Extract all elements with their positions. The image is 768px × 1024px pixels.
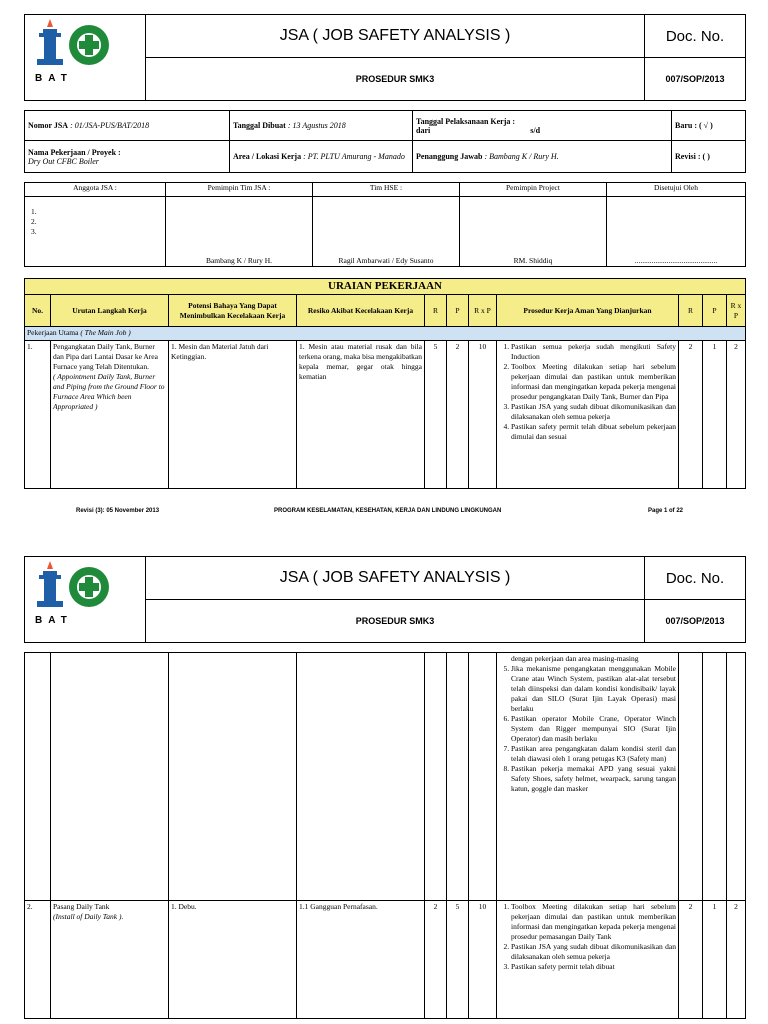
row2-resiko: 1.1 Gangguan Pernafasan.	[297, 901, 425, 1019]
penanggung-label: Penanggung Jawab	[416, 152, 483, 161]
row2-r: 2	[425, 901, 447, 1019]
row2-urutan: Pasang Daily Tank	[53, 902, 110, 911]
row1-prosedur-1: 1. Pastikan semua pekerja sudah mengikuti Safety Induction	[511, 342, 676, 362]
col-rxp: R x P	[469, 295, 497, 327]
tim-hse-value: Ragil Ambarwati / Edy Susanto	[313, 197, 460, 267]
gear-cross-icon	[69, 25, 109, 65]
row2-p2: 1	[703, 901, 727, 1019]
doc-no-label: Doc. No.	[645, 557, 746, 600]
row1-rxp2: 2	[727, 341, 746, 489]
table-row	[25, 341, 746, 489]
row2-p: 5	[447, 901, 469, 1019]
doc-header-1	[24, 14, 746, 101]
disetujui-value: ............................................	[607, 197, 746, 267]
row2-prosedur-3: 3. Pastikan safety permit telah dibuat	[511, 962, 676, 972]
row2-rxp: 10	[469, 901, 497, 1019]
nomor-label: Nomor JSA	[28, 121, 69, 130]
pemimpin-tim-header: Pemimpin Tim JSA :	[166, 183, 313, 197]
row1-prosedur-8: 8. Pastikan pekerja memakai APD yang sesuai yakni Safety Shoes, safety helmet, wearpack, sarung tangan katun, goggle dan masker	[511, 764, 676, 794]
baru-label: Baru	[675, 121, 693, 130]
row1-cont-0: dengan pekerjaan dan area masing-masing	[511, 654, 639, 663]
row2-no: 2.	[25, 901, 51, 1019]
table-row	[25, 901, 746, 1019]
uraian-table-1	[24, 278, 746, 489]
col-p2: P	[703, 295, 727, 327]
row1-rxp: 10	[469, 341, 497, 489]
col-rxp2: R x P	[727, 295, 746, 327]
doc-title: JSA ( JOB SAFETY ANALYSIS )	[146, 15, 645, 58]
row2-potensi: 1. Debu.	[169, 901, 297, 1019]
doc-no-label: Doc. No.	[645, 15, 746, 58]
nama-label: Nama Pekerjaan / Proyek :	[28, 147, 121, 157]
doc-header-2	[24, 556, 746, 643]
nomor-value: : 01/JSA-PUS/BAT/2018	[70, 121, 150, 130]
member-1: 1.	[31, 207, 37, 216]
row1-prosedur-2: 2. Toolbox Meeting dilakukan setiap hari sebelum pekerjaan dimulai dan pastikan untuk memberikan informasi dan mengingatkan kepada pekerja mengenai prosedur pengangkatan Daily Tank, Burner dan Pipa	[511, 362, 676, 402]
col-no: No.	[25, 295, 51, 327]
row2-prosedur-2: 2. Pastikan JSA yang sudah dibuat dikomunikasikan dan dilaksanakan oleh semua pekerja	[511, 942, 676, 962]
table-row	[25, 653, 746, 901]
bat-tower-icon	[37, 561, 63, 607]
col-urutan: Urutan Langkah Kerja	[51, 295, 169, 327]
tim-hse-header: Tim HSE :	[313, 183, 460, 197]
uraian-table-2	[24, 652, 746, 1019]
area-label: Area / Lokasi Kerja	[233, 152, 302, 161]
row1-potensi: 1. Mesin dan Material Jatuh dari Ketinggian.	[169, 341, 297, 489]
nama-value: Dry Out CFBC Boiler	[28, 156, 99, 166]
member-2: 2.	[31, 217, 37, 226]
col-r2: R	[679, 295, 703, 327]
gear-cross-icon	[69, 567, 109, 607]
col-prosedur: Prosedur Kerja Aman Yang Dianjurkan	[497, 295, 679, 327]
pemimpin-project-header: Pemimpin Project	[460, 183, 607, 197]
bat-tower-icon	[37, 19, 63, 65]
revisi-label: Revisi	[675, 152, 696, 161]
company-logo	[25, 557, 146, 643]
row1-urutan-en: ( Appointment Daily Tank, Burner and Piping from the Ground Floor to Furnace Area Which been Appropriated )	[53, 372, 165, 411]
row1-prosedur-3: 3. Pastikan JSA yang sudah dibuat dikomunikasikan dan dilaksanakan oleh semua pekerja	[511, 402, 676, 422]
col-potensi: Potensi Bahaya Yang Dapat Menimbulkan Kecelakaan Kerja	[169, 295, 297, 327]
row1-resiko: 1. Mesin atau material rusak dan bila terkena orang, maka bisa mengakibatkan kepala memar, gegar otak hingga kematian	[297, 341, 425, 489]
main-job-row	[25, 327, 746, 341]
row1-prosedur-7: 7. Pastikan area pengangkatan dalam kondisi steril dan telah diawasi oleh 1 orang petugas K3 (Safety man)	[511, 744, 676, 764]
row1-prosedur-6: 6. Pastikan operator Mobile Crane, Operator Winch System dan Rigger mempunyai SIO (Surat Ijin Operator) dan masih berlaku	[511, 714, 676, 744]
tanggal-pelaksanaan-label: Tanggal Pelaksanaan Kerja :	[416, 116, 516, 126]
company-logo	[25, 15, 146, 101]
anggota-header: Anggota JSA :	[25, 183, 166, 197]
row1-no: 1.	[25, 341, 51, 489]
footer-revisi: Revisi (3): 05 November 2013	[76, 508, 160, 514]
col-r: R	[425, 295, 447, 327]
main-job-label: Pekerjaan Utama	[27, 328, 79, 337]
row2-prosedur-1: 1. Toolbox Meeting dilakukan setiap hari sebelum pekerjaan dimulai dan pastikan untuk memberikan informasi dan mengingatkan kepada pekerja mengenai prosedur pemasangan Daily Tank	[511, 902, 676, 942]
main-job-en: ( The Main Job )	[80, 328, 131, 337]
row2-prosedur	[497, 901, 679, 1019]
col-p: P	[447, 295, 469, 327]
pemimpin-project-value: RM. Shiddiq	[460, 197, 607, 267]
row1-r2: 2	[679, 341, 703, 489]
sd-label: s/d	[530, 125, 541, 135]
penanggung-value: : Bambang K / Rury H.	[484, 152, 559, 161]
row2-r2: 2	[679, 901, 703, 1019]
member-3: 3.	[31, 227, 37, 236]
tanggal-dibuat-label: Tanggal Dibuat	[233, 121, 286, 130]
row1-r: 5	[425, 341, 447, 489]
doc-number: 007/SOP/2013	[645, 58, 746, 101]
row1-p2: 1	[703, 341, 727, 489]
col-resiko: Resiko Akibat Kecelakaan Kerja	[297, 295, 425, 327]
doc-subtitle: PROSEDUR SMK3	[146, 58, 645, 101]
row1-prosedur-4: 4. Pastikan safety permit telah dibuat sebelum pekerjaan dimulai dan sesuai	[511, 422, 676, 442]
row1-prosedur	[497, 341, 679, 489]
logo-text: BAT	[35, 73, 73, 84]
baru-value: : ( √ )	[694, 121, 713, 130]
disetujui-header: Disetujui Oleh	[607, 183, 746, 197]
team-table	[24, 182, 746, 267]
row1-prosedur-5: 5. Jika mekanisme pengangkatan menggunakan Mobile Crane atau Winch System, pastikan alat-alat tersebut telah diinspeksi dan dalam kondisi kondisibaik/ layak pakai dan SILO (Surat Ijin Layak Operasi) masi berlaku	[511, 664, 676, 714]
row1-urutan: Pengangkatan Daily Tank, Burner dan Pipa dari Lantai Dasar ke Area Furnace yang Telah Ditentukan.	[53, 342, 158, 371]
jsa-info-table	[24, 110, 746, 173]
row1-p: 2	[447, 341, 469, 489]
doc-title: JSA ( JOB SAFETY ANALYSIS )	[146, 557, 645, 600]
pemimpin-tim-value: Bambang K / Rury H.	[166, 197, 313, 267]
footer-program: PROGRAM KESELAMATAN, KESEHATAN, KERJA DAN LINDUNG LINGKUNGAN	[274, 508, 502, 514]
row2-urutan-en: (Install of Daily Tank ).	[53, 912, 124, 921]
row2-rxp2: 2	[727, 901, 746, 1019]
logo-text: BAT	[35, 615, 73, 626]
footer-page: Page 1 of 22	[648, 508, 684, 514]
section-title: URAIAN PEKERJAAN	[25, 279, 746, 295]
revisi-value: : ( )	[697, 152, 710, 161]
doc-number: 007/SOP/2013	[645, 600, 746, 643]
row1-prosedur-cont	[497, 653, 679, 901]
doc-subtitle: PROSEDUR SMK3	[146, 600, 645, 643]
dari-label: dari	[416, 125, 431, 135]
tanggal-dibuat-value: : 13 Agustus 2018	[287, 121, 346, 130]
area-value: : PT. PLTU Amurang - Manado	[303, 152, 405, 161]
